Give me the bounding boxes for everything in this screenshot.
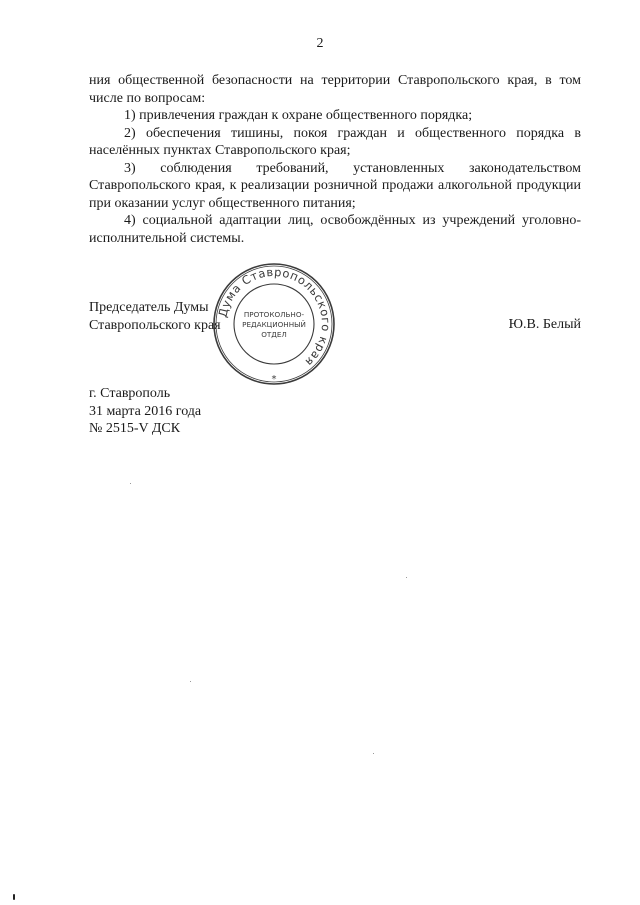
signatory-title-line-1: Председатель Думы	[89, 300, 209, 315]
body-intro: ния общественной безопасности на территории Ставропольского края, в том числе по вопросам:	[89, 73, 581, 106]
seal-center-line-2: РЕДАКЦИОННЫЙ	[242, 320, 306, 329]
scan-speck	[373, 753, 374, 754]
issue-date: 31 марта 2016 года	[89, 403, 202, 419]
issue-block	[89, 385, 201, 438]
seal-ring-text: Дума Ставропольского края	[215, 264, 334, 370]
scan-speck	[190, 681, 191, 682]
body-text	[89, 72, 581, 247]
scan-speck	[406, 577, 407, 578]
issue-place: г. Ставрополь	[89, 386, 171, 401]
scan-speck	[13, 894, 15, 900]
official-seal	[212, 262, 336, 386]
list-item-4: 4) социальной адаптации лиц, освобождённых из учреждений уголовно-исполнительной системы.	[89, 213, 581, 246]
scan-speck	[130, 483, 131, 484]
list-item-1: 1) привлечения граждан к охране общественного порядка;	[124, 108, 473, 123]
seal-star: *	[271, 374, 277, 385]
seal-icon	[212, 262, 336, 386]
page-number: 2	[316, 36, 324, 51]
signatory-name: Ю.В. Белый	[508, 317, 581, 332]
seal-center-line-1: ПРОТОКОЛЬНО-	[243, 310, 305, 319]
signatory-title-line-2: Ставропольского края	[89, 317, 221, 333]
seal-center-line-3: ОТДЕЛ	[261, 330, 287, 339]
list-item-3: 3) соблюдения требований, установленных законодательством Ставропольского края, к реализации розничной продажи алкогольной продукции при оказании услуг общественного питания;	[89, 160, 581, 211]
list-item-2: 2) обеспечения тишины, покоя граждан и общественного порядка в населённых пунктах Ставропольского края;	[89, 125, 581, 158]
issue-number: № 2515-V ДСК	[89, 421, 181, 436]
